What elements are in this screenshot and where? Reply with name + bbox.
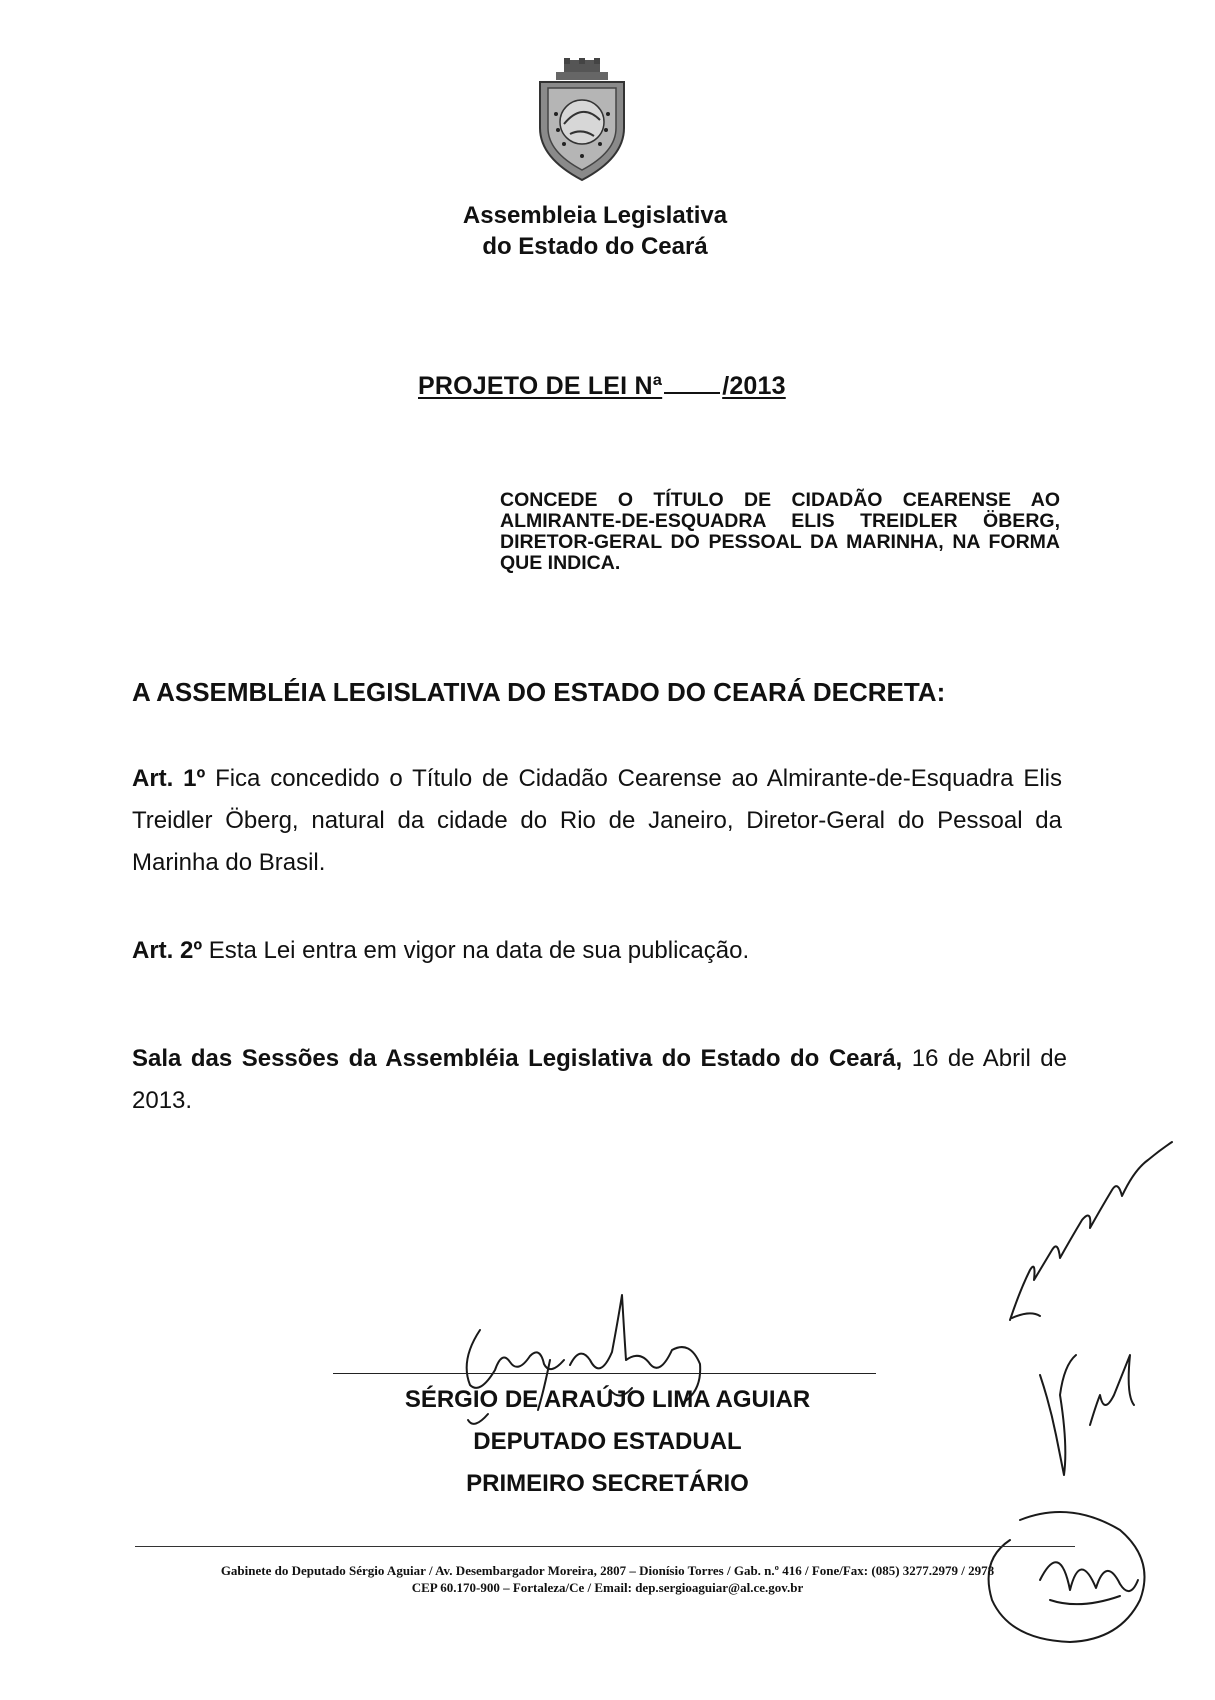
bill-title-prefix: PROJETO DE LEI Nª	[418, 372, 663, 400]
article-2	[132, 930, 1062, 972]
article-2-label: Art. 2º	[132, 937, 203, 964]
article-1-label: Art. 1º	[132, 765, 206, 792]
article-1-text: Fica concedido o Título de Cidadão Cearense ao Almirante-de-Esquadra Elis Treidler Öberg, natural da cidade do Rio de Janeiro, Diretor-Geral do Pessoal da Marinha do Brasil.	[132, 765, 1062, 876]
institution-name-line2: do Estado do Ceará	[482, 233, 708, 260]
margin-handwritten-note	[1000, 1120, 1180, 1330]
session-place: Sala das Sessões da Assembléia Legislativa do Estado do Ceará,	[132, 1045, 903, 1072]
enacting-clause: A ASSEMBLÉIA LEGISLATIVA DO ESTADO DO CEARÁ DECRETA:	[132, 677, 946, 707]
bill-title-year: /2013	[722, 372, 786, 400]
margin-initials	[1030, 1335, 1150, 1485]
handwritten-signature	[440, 1290, 730, 1440]
bill-title	[418, 372, 786, 401]
footer-rule	[135, 1546, 1075, 1547]
footer-address: Gabinete do Deputado Sérgio Aguiar / Av. Desembargador Moreira, 2807 – Dionísio Torres / Gab. n.º 416 / Fone/Fax: (085) 3277.2979 / 2978	[220, 1563, 995, 1578]
session-date: 16 de Abril de 2013.	[132, 1045, 1067, 1114]
coat-of-arms-icon	[534, 58, 630, 182]
bill-summary: CONCEDE O TÍTULO DE CIDADÃO CEARENSE AO ALMIRANTE-DE-ESQUADRA ELIS TREIDLER ÖBERG, DIRETOR-GERAL DO PESSOAL DA MARINHA, NA FORMA QUE INDICA.	[500, 489, 1060, 574]
footer-contact: CEP 60.170-900 – Fortaleza/Ce / Email: dep.sergioaguiar@al.ce.gov.br	[411, 1580, 804, 1595]
institution-name-line1: Assembleia Legislativa	[462, 202, 728, 229]
article-2-text: Esta Lei entra em vigor na data de sua publicação.	[208, 937, 750, 964]
article-1	[132, 758, 1062, 884]
session-place-date	[132, 1038, 1067, 1122]
signature-line	[333, 1373, 876, 1374]
signatory-name: SÉRGIO DE ARAÚJO LIMA AGUIAR	[404, 1386, 811, 1413]
signatory-role-2: PRIMEIRO SECRETÁRIO	[466, 1470, 749, 1497]
bill-number-blank	[664, 374, 720, 394]
signatory-role-1: DEPUTADO ESTADUAL	[473, 1428, 742, 1455]
